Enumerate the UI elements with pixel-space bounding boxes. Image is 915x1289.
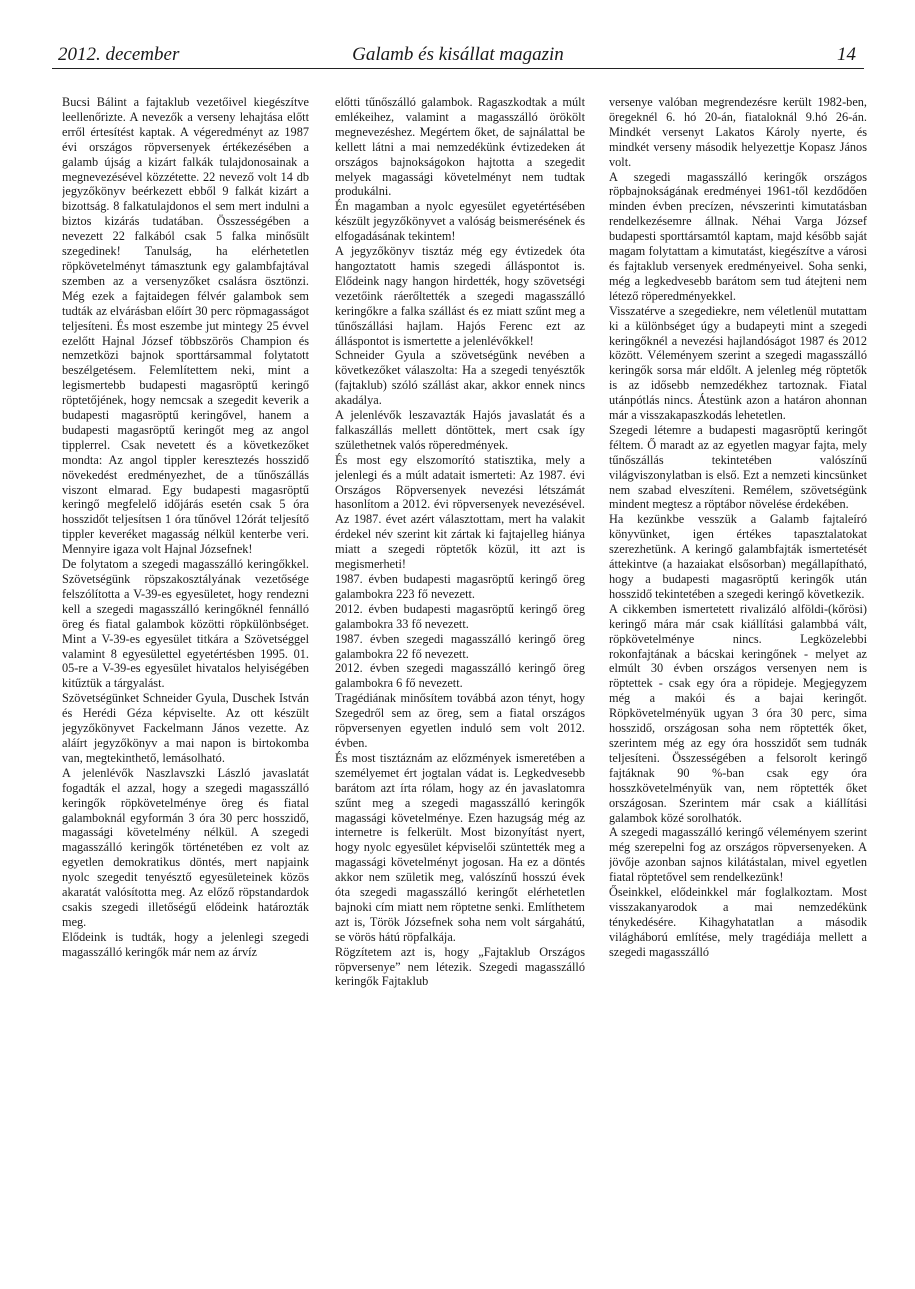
paragraph: Schneider Gyula a szövetségünk nevében a következőket válaszolta: Ha a szegedi tenyésztők (fajtaklub) szóló szállást akar, akkor ennek nincs akadálya.: [335, 348, 585, 408]
paragraph: Szövetségünket Schneider Gyula, Duschek István és Herédi Géza képviselte. Az ott készült jegyzőkönyvet Fackelmann János vezette. Az aláírt jegyzőkönyv a mai napon is birtokomba van, megtekinthető, lemásolható.: [62, 691, 309, 765]
paragraph: Tragédiának minősítem továbbá azon tényt, hogy Szegedről sem az öreg, sem a fiatal országos röpversenyen egyetlen induló sem volt 2012. évben.: [335, 691, 585, 750]
paragraph: Ha kezünkbe vesszük a Galamb fajtaleíró könyvünket, igen értékes tapasztalatokat szerezhetünk. A keringő galambfajták ismertetését áttekintve (a hazaiakat elsősorban) megállapítható, hogy a budapesti magasröptű keringők után hosszidő tekintetében a szegedi keringő következik.: [609, 512, 867, 601]
paragraph: A szegedi magasszálló keringő véleményem szerint még szerepelni fog az országos röpversenyeken. A jövője azonban sajnos kilátástalan, mivel egyetlen fiatal röptetővel sem rendelkezünk!: [609, 825, 867, 885]
magazine-title: Galamb és kisállat magazin: [352, 44, 564, 65]
text-column-3: [609, 95, 867, 1270]
paragraph: És most egy elszomorító statisztika, mely a jelenlegi és a múlt adatait ismerteti: Az 1987. évi Országos Röpversenyek nevezési létszámát hasonlítom a 2012. évi röpversenyek nevezésével. Az 1987. évet azért választottam, mert ha valakit érdekel név szerint kit zártak ki fajtajelleg hiánya miatt a szegedi röptetők közül, itt azt is megismerheti!: [335, 452, 585, 572]
paragraph: De folytatom a szegedi magasszálló keringőkkel. Szövetségünk röpszakosztályának vezetősége felszólította a V-39-es egyesületet, hogy rendezni kell a szegedi magasszálló keringőknél fennálló öreg és fiatal galambok közötti röpkülönbséget. Mint a V-39-es egyesület titkára a Szövetséggel valamint 8 egyesülettel egyetértésben 1995. 01. 05-re a V-39-es egyesület hivatalos helyiségében kitűztük a tárgyalást.: [62, 557, 309, 691]
text-column-1: [62, 95, 309, 1270]
page-header: [52, 38, 864, 69]
paragraph: A jelenlévők Naszlavszki László javaslatát fogadták el azzal, hogy a szegedi magasszálló keringők röpkövetelménye öreg és fiatal galamboknál egyformán 3 óra 30 perc hosszidő, magassági követelmény nélkül. A szegedi magasszálló keringők történetében ez volt az egyetlen demokratikus döntés, mert napjaink nyolc szegedit tenyésztő egyesületeinek közös akaratát valósította meg. Az előző röpstandardok csakis szegedi illetőségű elődeink határozták meg.: [62, 765, 309, 929]
statistic-line: 1987. évben budapesti magasröptű keringő öreg galambokra 223 fő nevezett.: [335, 572, 585, 601]
paragraph: Én magamban a nyolc egyesület egyetértésében készült jegyzőkönyvet a valóság beismerésének és elfogadásának tekintem!: [335, 199, 585, 244]
paragraph: Visszatérve a szegediekre, nem véletlenül mutattam ki a különbséget úgy a budapeyti mint a szegedi keringőknél a nevezési hajlandóságot 1987 és 2012 között. Véleményem szerint a szegedi magasszálló keringők sorsa már eldőlt. A jelenleg még röptetők is az idősebb nemzedékhez tartoznak. Fiatal utánpótlás nincs. Átestünk azon a határon ahonnan már a visszakapaszkodás lehetetlen.: [609, 303, 867, 423]
paragraph: A szegedi magasszálló keringők országos röpbajnokságának eredményei 1961-től kezdődően minden évben precízen, névszerinti kimutatásban rendelkezésemre állnak. Néhai Varga József budapesti sporttársamtól kaptam, majd később saját magam folytattam a kimutatást, kiegészítve a városi és fajtaklub versenyek eredményeivel. Soha senki, még a legkedvesebb barátom sem tud átejteni nem létező röperedményekkel.: [609, 169, 867, 303]
paragraph: A jegyzőkönyv tisztáz még egy évtizedek óta hangoztatott hamis szegedi álláspontot is. Elődeink nagy hangon hirdették, hogy szövetségi vezetőink ráerőltették a szegedi magasszálló keringőkre a falka szállást és ez miatt szűnt meg a tűnőszállási hajlam. Hajós Ferenc ezt az álláspontot is ismertette a jelenlévőkkel!: [335, 244, 585, 348]
paragraph: Rögzítetem azt is, hogy „Fajtaklub Országos röpversenye” nem létezik. Szegedi magasszálló keringők Fajtaklub: [335, 944, 585, 989]
paragraph: Szegedi létemre a budapesti magasröptű keringőt féltem. Ő maradt az az egyetlen magyar fajta, mely tűnőszállás tekintetében valószínű világviszonylatban is első. Ezt a nemzeti kincsünket nem szabad elveszíteni. Remélem, szövetségünk mindent megtesz a röptábor növelése érdekében.: [609, 422, 867, 512]
paragraph: Elődeink is tudták, hogy a jelenlegi szegedi magasszálló keringők már nem az árvíz: [62, 929, 309, 959]
statistic-line: 1987. évben szegedi magasszálló keringő öreg galambokra 22 fő nevezett.: [335, 631, 585, 661]
paragraph: A cikkemben ismertetett rivalizáló alföldi-(kőrösi) keringő mára már csak kiállítási galambbá vált, röpkövetelménye nincs. Legközelebbi rokonfajtának a bácskai keringőnek - melyet az elmúlt 30 évben országos versenyen nem is röptettek - csak egy óra a röpideje. Megjegyzem még a makói és a bajai keringőt. Röpkövetelményük ugyan 3 óra 30 perc, sima hosszidő, országosan soha nem röptették őket, szerintem még az egy óra hosszidőt sem tudnák teljesíteni. Összességében a felsorolt keringő fajtáknak 90 %-ban csak egy óra hosszkövetelményük van, nem röptették őket országosan. Szerintem már csak a kiállítási galambok közé sorolhatók.: [609, 601, 867, 825]
paragraph: A jelenlévők leszavazták Hajós javaslatát és a falkaszállás mellett döntöttek, mert csak így születhetnek valós röperedmények.: [335, 408, 585, 452]
paragraph: versenye valóban megrendezésre került 1982-ben, öregeknél 6. hó 20-án, fiataloknál 9.hó 26-án. Mindkét versenyt Lakatos Károly nyerte, és mindkét verseny második helyezettje Kopasz János volt.: [609, 95, 867, 169]
paragraph: Őseinkkel, elődeinkkel már foglalkoztam. Most visszakanyarodok a mai nemzedékünk ténykedésére. Kihagyhatatlan a második világháború említése, mely tragédiája mellett a szegedi magasszálló: [609, 885, 867, 959]
statistic-line: 2012. évben szegedi magasszálló keringő öreg galambokra 6 fő nevezett.: [335, 661, 585, 691]
paragraph: Bucsi Bálint a fajtaklub vezetőivel kiegészítve leellenőrizte. A nevezők a verseny lehajtása előtt erről értesítést kaptak. A végeredményt az 1987 évi országos röpversenyek értékezésében a galamb újság a kizárt falkák tulajdonosainak a megnevezésével közzétette. 22 nevező volt 14 db jegyzőkönyv beérkezett ebből 9 falkát kizárt a bizottság. 8 falkatulajdonos el sem mert indulni a biztos kizárás tudatában. Összességében a nevezett 22 falkából csak 5 falka minősült szegedinek! Tanulság, ha elérhetetlen röpkövetelményt támasztunk egy galambfajtával szemben az a versenyzőket csalásra ösztönzi. Még ezek a fajtaidegen félvér galambok sem tudták az elvárásban előírt 30 perc röpmagasságot teljesíteni. És most eszembe jut mintegy 25 évvel ezelőtt Hajnal József többszörös Champion és nemzetközi bajnok sporttársammal folytatott beszélgetésem. Felemlítettem neki, mint a legismertebb budapesti magasröptű keringő röptetőjének, hogy nemcsak a szegedit keverik a budapesti magasröptű keringővel, hanem a budapesti magasröptű keringőt meg az angol tipplerrel. Csak nevetett és a következőket mondta: Az angol tippler keresztezés hosszidő növekedést eredményezhet, de a tűnőszállás viszont elmarad. Egy budapesti magasröptű keringő megfelelő időjárás esetén csak 5 óra hosszidőt teljesítsen 1 óra tűnővel 12órát teljesítő tippler keveréket magasság nélkül kenterbe veri. Mennyire igaza volt Hajnal Józsefnek!: [62, 95, 309, 557]
text-column-2: [335, 95, 585, 1270]
statistic-line: 2012. évben budapesti magasröptű keringő öreg galambokra 33 fő nevezett.: [335, 601, 585, 631]
issue-date: 2012. december: [58, 44, 180, 65]
page-number: 14: [837, 44, 856, 65]
paragraph: előtti tűnőszálló galambok. Ragaszkodtak a múlt emlékeihez, valamint a magasszálló örökölt megnevezéshez. Megértem őket, de sajnálattal be kellett látni a mai nemzedékünk évtizedeken át országos bajnokságokon hajtotta a szegedit melyek magassági követelményt nem tudtak produkálni.: [335, 95, 585, 199]
paragraph: És most tisztáznám az előzmények ismeretében a személyemet ért jogtalan vádat is. Legkedvesebb barátom azt írta rólam, hogy az én javaslatomra szűnt meg a szegedi magasszálló keringők magassági követelménye. Ezen hazugság még az internetre is felkerült. Most bizonyítást nyert, hogy nyolc egyesület képviselői szüntették meg a magassági követelményt jogosan. Ha ez a döntés akkor nem születik meg, valószínű hosszú évek óta szegedi magasszálló keringőt elérhetetlen bajnoki cím miatt nem röptetne senki. Említhetem azt is, Török Józsefnek soha nem volt sárgahátú, se vörös hátú röpfalkája.: [335, 750, 585, 944]
